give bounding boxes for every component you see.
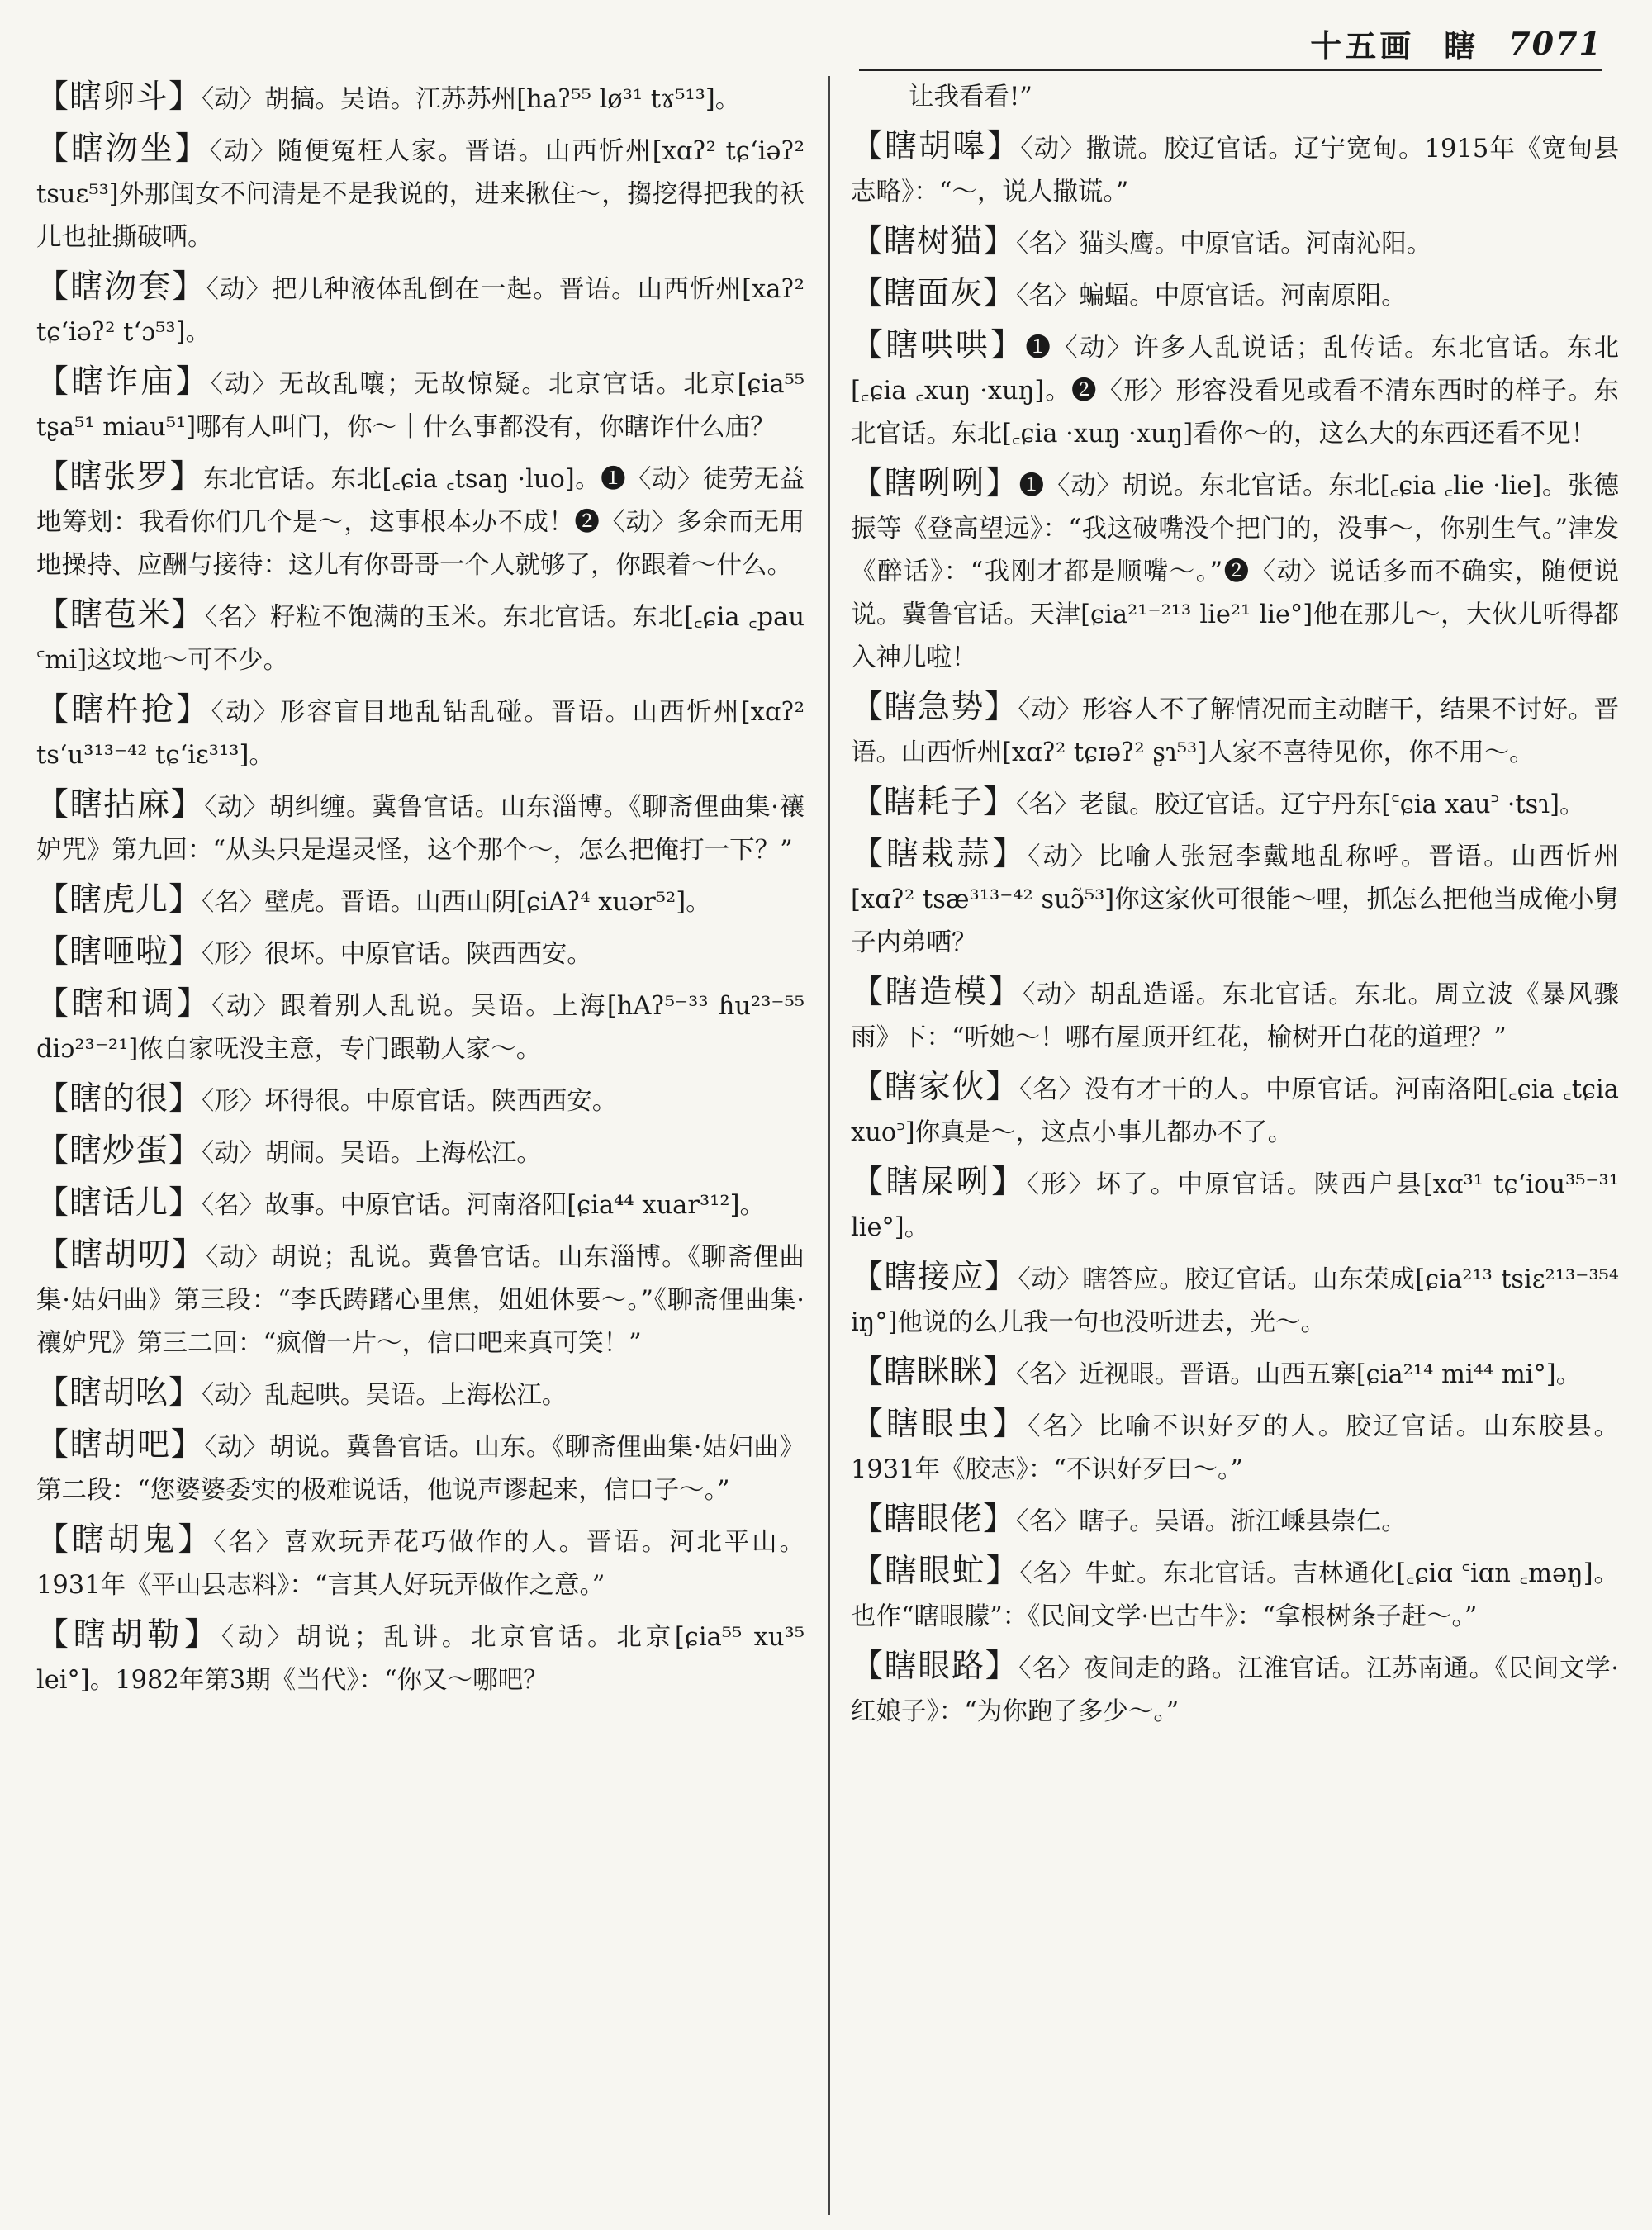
header-rule — [859, 69, 1602, 71]
dictionary-entry — [851, 1161, 1619, 1250]
entry-definition: 〈动〉把几种液体乱倒在一起。晋语。山西忻州[xaʔ² tɕʻiəʔ² tʻɔ⁵³]。 — [36, 275, 805, 347]
dictionary-entry — [36, 1424, 805, 1512]
entry-definition: 〈动〉胡搞。吴语。江苏苏州[haʔ⁵⁵ lø³¹ tɤ⁵¹³]。 — [202, 85, 741, 114]
entry-definition: 〈名〉近视眼。晋语。山西五寨[ɕia²¹⁴ mi⁴⁴ mi°]。 — [1016, 1360, 1582, 1389]
dictionary-entry — [36, 879, 805, 924]
entry-definition: 〈名〉没有才干的人。中原官话。河南洛阳[꜀ɕia ꜀tɕia xuo꜄]你真是～，这点小事儿都办不了。 — [851, 1075, 1619, 1147]
entry-headword: 【瞎急势】 — [851, 689, 1018, 726]
entry-headword: 【瞎树猫】 — [851, 223, 1017, 260]
dictionary-entry — [36, 1234, 805, 1365]
entry-headword: 【瞎诈庙】 — [36, 363, 211, 401]
entry-headword: 【瞎张罗】 — [36, 458, 204, 496]
entry-headword: 【瞎话儿】 — [36, 1184, 202, 1222]
entry-headword: 【瞎胡勒】 — [36, 1616, 221, 1654]
dictionary-entry — [36, 784, 805, 872]
entry-definition: 〈名〉猫头鹰。中原官话。河南沁阳。 — [1016, 230, 1432, 259]
entry-headword: 【瞎胡嗥】 — [851, 128, 1021, 165]
dictionary-entry — [851, 1066, 1619, 1155]
entry-headword: 【瞎沕坐】 — [36, 130, 210, 168]
entry-definition: 〈形〉坏得很。中原官话。陕西西安。 — [202, 1087, 618, 1116]
entry-definition: 〈名〉老鼠。胶辽官话。辽宁丹东[꜂ɕia xau꜄ ·tsɿ]。 — [1016, 790, 1585, 819]
entry-definition: 〈名〉夜间走的路。江淮官话。江苏南通。《民间文学·红娘子》：“为你跑了多少～。” — [851, 1654, 1619, 1726]
entry-headword: 【瞎炒蛋】 — [36, 1132, 202, 1170]
dictionary-entry — [36, 361, 805, 449]
entry-headword: 【瞎胡吧】 — [36, 1426, 205, 1464]
entry-definition: 〈动〉瞎答应。胶辽官话。山东荣成[ɕia²¹³ tsiɛ²¹³⁻³⁵⁴ iŋ°]他说的么儿我一句也没听进去，光～。 — [851, 1265, 1619, 1337]
dictionary-entry — [36, 1519, 805, 1607]
entry-headword: 【瞎耗子】 — [851, 784, 1017, 821]
dictionary-entry — [851, 221, 1619, 266]
dictionary-entry — [36, 1614, 805, 1702]
entry-headword: 【瞎胡吆】 — [36, 1374, 202, 1412]
right-column — [851, 76, 1619, 2215]
entry-headword: 【瞎杵抢】 — [36, 691, 211, 728]
entry-definition: ❶〈动〉胡说。东北官话。东北[꜀ɕia ꜀lie ·lie]。张德振等《登高望远》：“我这破嘴没个把门的，没事～，你别生气。”津发《醉话》：“我刚才都是顺嘴～。”❷〈动〉说话多而不确实，随便说说。冀鲁官话。天津[ɕia²¹⁻²¹³ lie²¹ lie°]他在那儿～，大伙儿听得都入神儿啦！ — [851, 472, 1619, 672]
entry-headword: 【瞎拈麻】 — [36, 786, 205, 823]
entry-definition: 〈名〉牛虻。东北官话。吉林通化[꜀ɕiɑ ꜂iɑn ꜀məŋ]。也作“瞎眼朦”：《民间文学·巴古牛》：“拿根树条子赶～。” — [851, 1559, 1619, 1631]
page-number: 7071 — [1508, 24, 1602, 62]
entry-headword: 【瞎哄哄】 — [851, 327, 1026, 364]
dictionary-entry — [851, 781, 1619, 827]
entry-headword: 【瞎眼路】 — [851, 1648, 1019, 1685]
dictionary-entry — [851, 126, 1619, 214]
page-header — [50, 18, 1602, 68]
dictionary-entry — [36, 983, 805, 1071]
entry-headword: 【瞎接应】 — [851, 1259, 1018, 1296]
entry-definition: 〈动〉胡说；乱讲。北京官话。北京[ɕia⁵⁵ xu³⁵ lei°]。1982年第3期《当代》：“你又～哪吧？ — [36, 1623, 805, 1695]
entry-headword: 【瞎眯眯】 — [851, 1354, 1017, 1391]
entry-definition: 〈形〉很坏。中原官话。陕西西安。 — [202, 940, 592, 969]
entry-headword: 【瞎眼佬】 — [851, 1501, 1017, 1538]
stroke-count: 十五画 — [1310, 26, 1415, 64]
dictionary-entry — [36, 1372, 805, 1417]
entry-definition: 〈动〉跟着别人乱说。吴语。上海[hAʔ⁵⁻³³ ɦu²³⁻⁵⁵ diɔ²³⁻²¹]侬自家呒没主意，专门跟勒人家～。 — [36, 992, 805, 1064]
entry-definition: 〈动〉撒谎。胶辽官话。辽宁宽甸。1915年《宽甸县志略》：“～，说人撒谎。” — [851, 135, 1619, 206]
dictionary-entry — [851, 325, 1619, 456]
dictionary-entry — [851, 1256, 1619, 1345]
entry-headword: 【瞎眼虻】 — [851, 1553, 1020, 1590]
dictionary-entry — [851, 971, 1619, 1060]
dictionary-entry — [851, 273, 1619, 318]
dictionary-entry — [36, 1078, 805, 1123]
entry-definition: 〈动〉无故乱嚷；无故惊疑。北京官话。北京[ɕia⁵⁵ tʂa⁵¹ miau⁵¹]哪有人叫门，你～｜什么事都没有，你瞎诈什么庙？ — [36, 370, 805, 442]
continued-text: 让我看看!” — [909, 83, 1032, 112]
entry-definition: 〈动〉比喻人张冠李戴地乱称呼。晋语。山西忻州[xɑʔ² tsæ³¹³⁻⁴² suɔ̃⁵³]你这家伙可很能～哩，抓怎么把他当成俺小舅子内弟哂？ — [851, 842, 1619, 957]
entry-definition: 〈形〉坏了。中原官话。陕西户县[xɑ³¹ tɕʻiou³⁵⁻³¹ lie°]。 — [851, 1170, 1619, 1242]
entry-headword: 【瞎的很】 — [36, 1080, 202, 1117]
entry-headword: 【瞎胡叨】 — [36, 1236, 206, 1274]
entry-definition: 东北官话。东北[꜀ɕia ꜀tsaŋ ·luo]。❶〈动〉徒劳无益地筹划：我看你们几个是～，这事根本办不成！❷〈动〉多余而无用地操持、应酬与接待：这儿有你哥哥一个人就够了，你跟着～什么。 — [36, 465, 805, 580]
entry-headword: 【瞎屎咧】 — [851, 1164, 1027, 1201]
dictionary-entry — [36, 128, 805, 259]
entry-definition: ❶〈动〉许多人乱说话；乱传话。东北官话。东北[꜀ɕia ꜀xuŋ ·xuŋ]。❷〈形〉形容没看见或看不清东西时的样子。东北官话。东北[꜀ɕia ·xuŋ ·xuŋ]看你～的，这么大的东西还看不见！ — [851, 334, 1619, 448]
entry-definition: 〈动〉随便冤枉人家。晋语。山西忻州[xɑʔ² tɕʻiəʔ² tsuɛ⁵³]外那闺女不问清是不是我说的，进来揪住～，搊挖得把我的袄儿也扯撕破哂。 — [36, 137, 805, 252]
entry-headword: 【瞎造模】 — [851, 974, 1023, 1011]
dictionary-entry — [36, 76, 805, 121]
left-column — [36, 76, 805, 2215]
column-divider — [828, 76, 830, 2215]
entry-headword: 【瞎胡鬼】 — [36, 1521, 214, 1559]
dictionary-entry — [851, 1498, 1619, 1544]
entry-headword: 【瞎面灰】 — [851, 275, 1017, 312]
dictionary-entry — [851, 463, 1619, 680]
entry-definition: 〈动〉胡说；乱说。冀鲁官话。山东淄博。《聊斋俚曲集·姑妇曲》第三段：“李氏踌躇心里焦，姐姐休要～。”《聊斋俚曲集·禳妒咒》第三二回：“疯僧一片～，信口吧来真可笑！” — [36, 1243, 805, 1358]
entry-headword: 【瞎咧咧】 — [851, 465, 1019, 502]
dictionary-entry — [36, 1130, 805, 1175]
entry-definition: 〈动〉胡纠缠。冀鲁官话。山东淄博。《聊斋俚曲集·禳妒咒》第九回：“从头只是逞灵怪，这个那个～，怎么把俺打一下？” — [36, 793, 805, 865]
dictionary-entry — [36, 931, 805, 976]
entry-definition: 〈名〉籽粒不饱满的玉米。东北官话。东北[꜀ɕia ꜀pau ꜂mi]这坟地～可不少。 — [36, 603, 805, 675]
entry-definition: 〈名〉壁虎。晋语。山西山阴[ɕiAʔ⁴ xuər⁵²]。 — [202, 888, 711, 917]
head-character: 瞎 — [1444, 26, 1479, 64]
entry-definition: 〈动〉胡闹。吴语。上海松江。 — [202, 1139, 542, 1168]
dictionary-entry — [851, 1550, 1619, 1639]
dictionary-entry — [851, 1645, 1619, 1734]
entry-definition: 〈名〉瞎子。吴语。浙江嵊县崇仁。 — [1016, 1507, 1407, 1536]
dictionary-entry — [36, 594, 805, 682]
entry-headword: 【瞎栽蒜】 — [851, 836, 1028, 873]
entry-definition: 〈名〉喜欢玩弄花巧做作的人。晋语。河北平山。1931年《平山县志料》：“言其人好玩弄做作之意。” — [36, 1528, 805, 1600]
entry-definition: 〈动〉形容盲目地乱钻乱碰。晋语。山西忻州[xɑʔ² tsʻu³¹³⁻⁴² tɕʻiɛ³¹³]。 — [36, 698, 805, 770]
dictionary-entry — [851, 686, 1619, 775]
entry-headword: 【瞎家伙】 — [851, 1069, 1020, 1106]
dictionary-entry — [36, 689, 805, 777]
entry-definition: 〈动〉形容人不了解情况而主动瞎干，结果不讨好。晋语。山西忻州[xɑʔ² tɕɪəʔ² ʂɿ⁵³]人家不喜待见你，你不用～。 — [851, 695, 1619, 767]
entry-definition: 〈动〉胡说。冀鲁官话。山东。《聊斋俚曲集·姑妇曲》第二段：“您婆婆委实的极难说话，他说声谬起来，信口子～。” — [36, 1433, 805, 1505]
dictionary-entry — [851, 833, 1619, 965]
dictionary-entry — [851, 1351, 1619, 1397]
entry-definition: 〈动〉胡乱造谣。东北官话。东北。周立波《暴风骤雨》下：“听她～！哪有屋顶开红花，榆树开白花的道理？” — [851, 980, 1619, 1052]
entry-headword: 【瞎沕套】 — [36, 268, 206, 306]
entry-headword: 【瞎虎儿】 — [36, 881, 202, 918]
entry-headword: 【瞎卵斗】 — [36, 78, 202, 116]
entry-definition: 〈动〉乱起哄。吴语。上海松江。 — [202, 1381, 567, 1410]
entry-headword: 【瞎苞米】 — [36, 596, 206, 633]
entry-headword: 【瞎咂啦】 — [36, 933, 202, 970]
dictionary-entry — [36, 1182, 805, 1227]
dictionary-entry — [36, 266, 805, 354]
dictionary-entry — [36, 456, 805, 587]
entry-definition: 〈名〉蝙蝠。中原官话。河南原阳。 — [1016, 282, 1407, 311]
entry-headword: 【瞎和调】 — [36, 985, 212, 1022]
entry-definition: 〈名〉比喻不识好歹的人。胶辽官话。山东胶县。1931年《胶志》：“不识好歹曰～。” — [851, 1412, 1619, 1484]
entry-definition: 〈名〉故事。中原官话。河南洛阳[ɕia⁴⁴ xuar³¹²]。 — [202, 1191, 766, 1220]
dictionary-entry — [851, 1403, 1619, 1492]
entry-headword: 【瞎眼虫】 — [851, 1406, 1028, 1443]
